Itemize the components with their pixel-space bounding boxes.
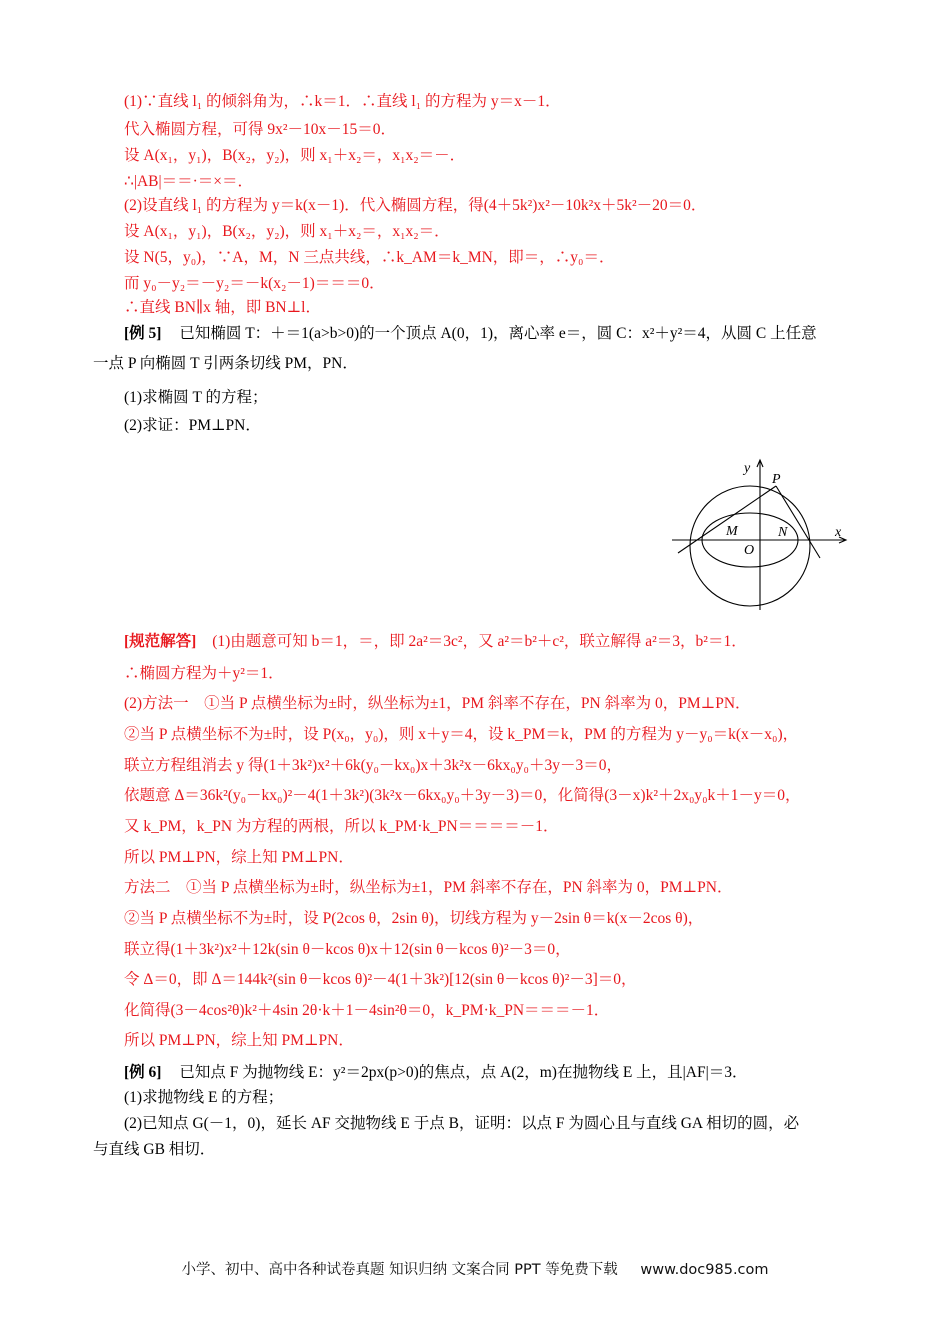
solution5-line-13: 化简得(3－4cos²θ)k²＋4sin 2θ·k＋1－4sin²θ＝0，k_PM·k_PN＝＝＝－1． [124,1002,610,1019]
example5-stem-line-2: 一点 P 向椭圆 T 引两条切线 PM，PN． [93,355,358,372]
prev-solution-line-6: 设 A(x₁，y₁)，B(x₂，y₂)，则 x₁＋x₂＝，x₁x₂＝． [124,223,450,240]
example5-label: [例 5] [124,325,162,342]
solution5-line-12: 令 Δ＝0，即 Δ＝144k²(sin θ－kcos θ)²－4(1＋3k²)[12(sin θ－kcos θ)²－3]＝0， [124,971,637,988]
solution5-label: [规范解答] [124,633,197,650]
solution5-line-11: 联立得(1＋3k²)x²＋12k(sin θ－kcos θ)x＋12(sin θ－kcos θ)²－3＝0， [124,941,571,958]
ellipse-circle-figure [668,452,854,612]
solution5-line-6: 依题意 Δ＝36k²(y₀－kx₀)²－4(1＋3k²)(3k²x－6kx₀y₀＋3y－3)＝0，化简得(3－x)k²＋2x₀y₀k＋1－y＝0， [124,787,801,804]
label-y: y [744,461,751,476]
tangent-pm [678,486,776,553]
prev-solution-line-8: 而 y₀－y₂＝－y₂＝－k(x₂－1)＝＝＝0． [124,275,385,292]
example5-stem-line-1 [124,324,817,344]
example5-question-1: (1)求椭圆 T 的方程； [124,389,268,406]
tangent-pn [776,486,820,558]
prev-solution-line-9: ∴直线 BN∥x 轴，即 BN⊥l． [124,299,321,316]
prev-solution-line-1: (1)∵直线 l₁ 的倾斜角为，∴k＝1．∴直线 l₁ 的方程为 y＝x－1． [124,93,561,110]
solution5-line-8: 所以 PM⊥PN，综上知 PM⊥PN． [124,849,354,866]
solution5-line-2: ∴椭圆方程为＋y²＝1． [124,665,284,682]
label-o: O [744,543,755,558]
solution5-line-9: 方法二 ①当 P 点横坐标为±时，纵坐标为±1，PM 斜率不存在，PN 斜率为 0，PM⊥PN． [124,879,733,896]
label-n: N [778,525,788,540]
solution5-line-5: 联立方程组消去 y 得(1＋3k²)x²＋6k(y₀－kx₀)x＋3k²x－6kx₀y₀＋3y－3＝0， [124,757,622,774]
example6-stem-line [124,1063,747,1083]
page-footer [0,1258,950,1279]
prev-solution-line-2: 代入椭圆方程，可得 9x²－10x－15＝0． [124,121,397,138]
prev-solution-line-5: (2)设直线 l₁ 的方程为 y＝k(x－1)．代入椭圆方程，得(4＋5k²)x²－10k²x＋5k²－20＝0． [124,197,707,214]
solution5-line-7: 又 k_PM，k_PN 为方程的两根，所以 k_PM·k_PN＝＝＝＝－1． [124,818,559,835]
label-m: M [726,524,738,539]
footer-url[interactable]: www.doc985.com [640,1262,769,1278]
example5-question-2: (2)求证：PM⊥PN． [124,417,261,434]
footer-text: 小学、初中、高中各种试卷真题 知识归纳 文案合同 PPT 等免费下载 [181,1262,618,1278]
solution5-line-3: (2)方法一 ①当 P 点横坐标为±时，纵坐标为±1，PM 斜率不存在，PN 斜率为 0，PM⊥PN． [124,695,751,712]
solution5-line-4: ②当 P 点横坐标不为±时，设 P(x₀，y₀)，则 x＋y＝4，设 k_PM＝k，PM 的方程为 y－y₀＝k(x－x₀)， [124,726,799,743]
prev-solution-line-3: 设 A(x₁，y₁)，B(x₂，y₂)，则 x₁＋x₂＝，x₁x₂＝－． [124,147,466,164]
example5-stem-text: 已知椭圆 T：＋＝1(a>b>0)的一个顶点 A(0，1)，离心率 e＝，圆 C：x²＋y²＝4，从圆 C 上任意 [179,325,817,342]
example6-question-2-line-2: 与直线 GB 相切． [93,1141,216,1158]
label-p: P [772,472,781,487]
example6-stem-text: 已知点 F 为抛物线 E：y²＝2px(p>0)的焦点，点 A(2，m)在抛物线 E 上，且|AF|＝3． [179,1064,748,1081]
solution5-line-1-text: (1)由题意可知 b＝1，＝，即 2a²＝3c²，又 a²＝b²＋c²，联立解得 a²＝3，b²＝1． [212,633,747,650]
example6-question-2-line-1: (2)已知点 G(－1，0)，延长 AF 交抛物线 E 于点 B，证明：以点 F 为圆心且与直线 GA 相切的圆，必 [124,1115,800,1132]
prev-solution-line-7: 设 N(5，y₀)，∵A，M，N 三点共线，∴k_AM＝k_MN，即＝，∴y₀＝． [124,249,615,266]
solution5-line-14: 所以 PM⊥PN，综上知 PM⊥PN． [124,1032,354,1049]
label-x: x [835,525,842,540]
example6-label: [例 6] [124,1064,162,1081]
solution5-line-10: ②当 P 点横坐标不为±时，设 P(2cos θ，2sin θ)，切线方程为 y－2sin θ＝k(x－2cos θ)， [124,910,704,927]
example6-question-1: (1)求抛物线 E 的方程； [124,1089,284,1106]
prev-solution-line-4: ∴|AB|＝＝·＝×＝． [124,173,254,190]
solution5-line-1 [124,632,747,652]
